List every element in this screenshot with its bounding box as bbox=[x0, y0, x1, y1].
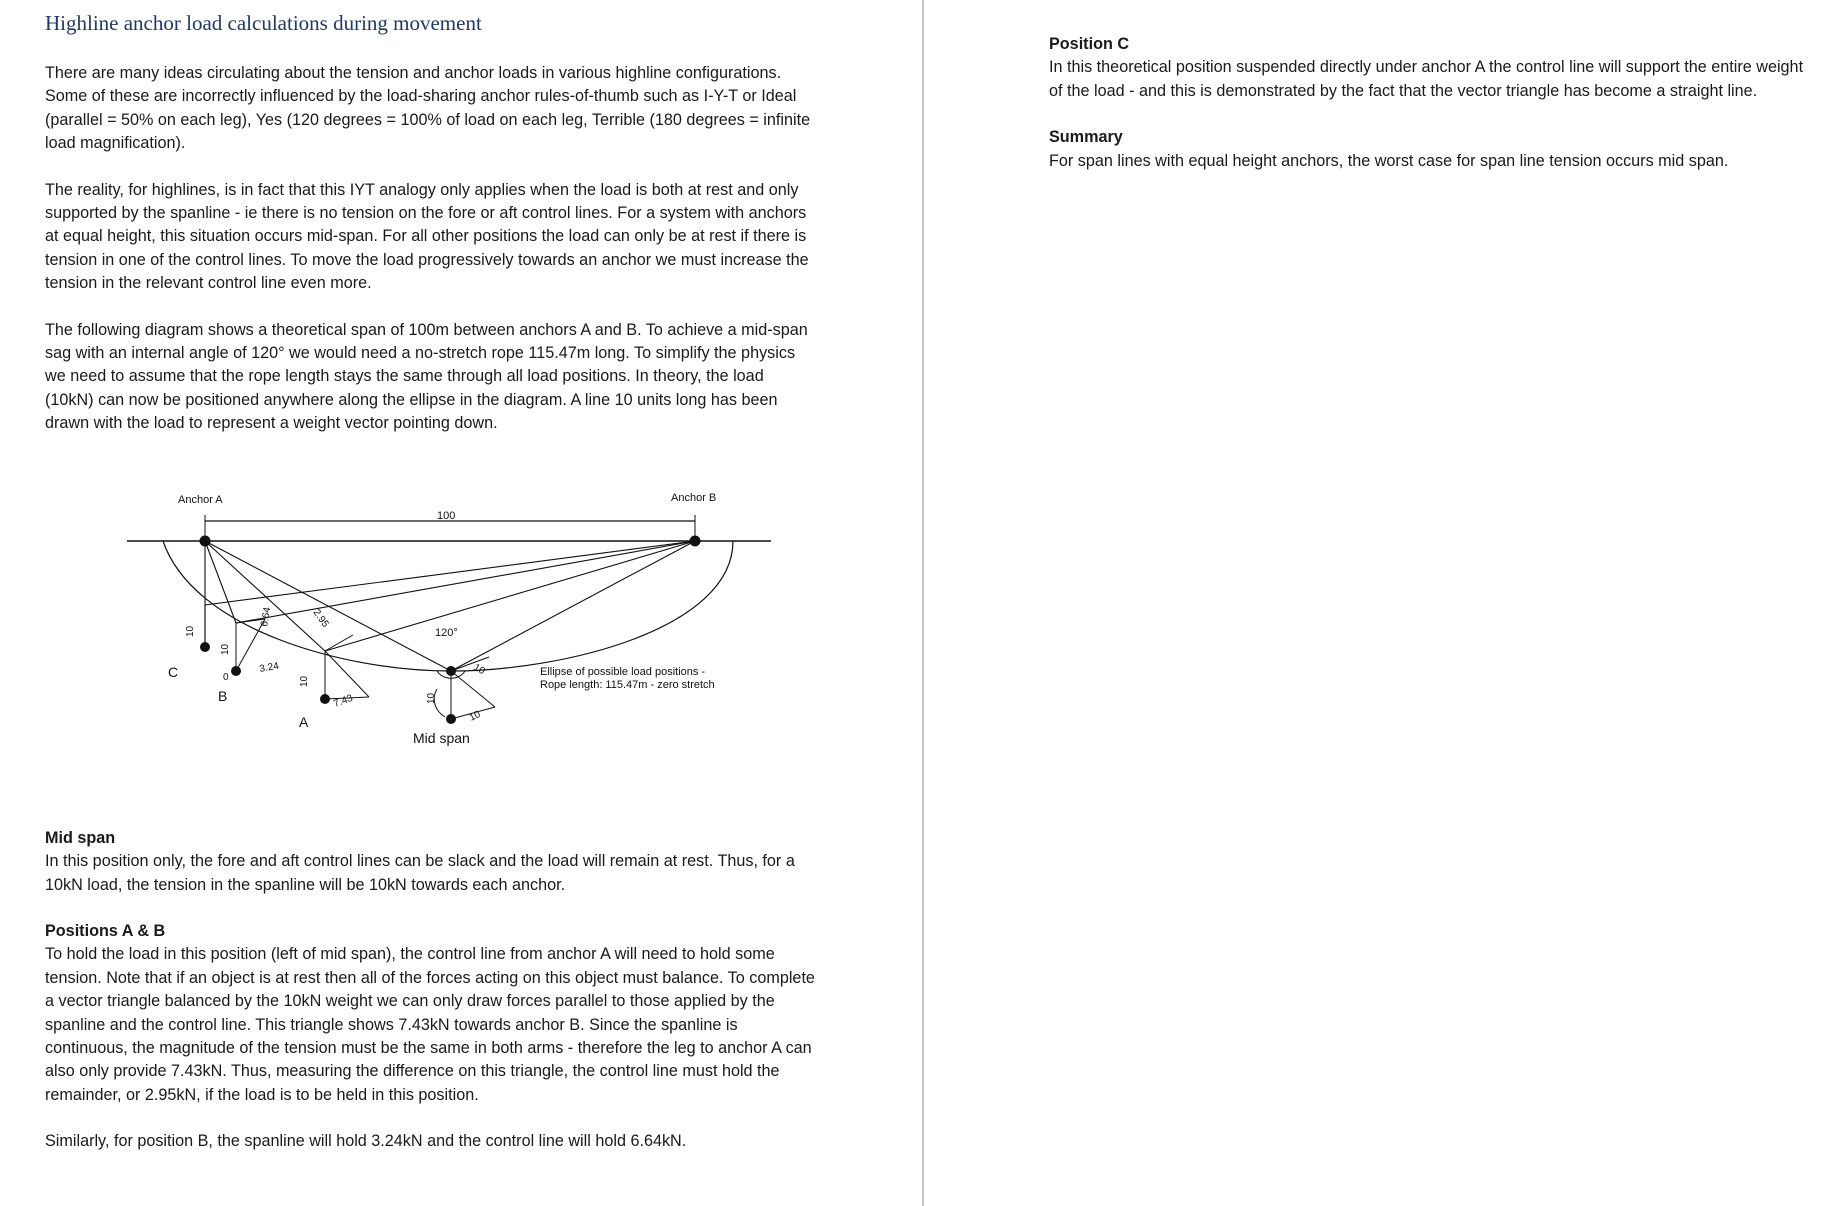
vector-b-spanline: 3.24 bbox=[258, 660, 280, 675]
vector-b-control: 6.64 bbox=[259, 606, 274, 628]
section-heading: Summary bbox=[1049, 128, 1123, 147]
load-ellipse bbox=[163, 541, 733, 671]
position-a-point bbox=[320, 694, 330, 704]
page-left bbox=[0, 0, 922, 1206]
mid-span-label: Mid span bbox=[413, 729, 470, 746]
vector-a-length: 10 bbox=[299, 675, 310, 687]
section-paragraph: Similarly, for position B, the spanline will hold 3.24kN and the control line will hold 6.64kN. bbox=[45, 1132, 687, 1151]
section-paragraph: For span lines with equal height anchors, the worst case for span line tension occurs mid span. bbox=[1049, 151, 1729, 170]
section-heading: Position C bbox=[1049, 35, 1130, 53]
position-b-label: B bbox=[218, 687, 228, 704]
section-mid-span bbox=[45, 827, 815, 897]
section-paragraph: To hold the load in this position (left of mid span), the control line from anchor A will need to hold some tension. Note that if an object is at rest then all of the forces acting on this object must balance. To complete a vector triangle balanced by the 10kN weight we can only draw forces parallel to those applied by the spanline and the control line. This triangle shows 7.43kN towards anchor B. Since the spanline is continuous, the magnitude of the tension must be the same in both arms - therefore the leg to anchor A can also only provide 7.43kN. Thus, measuring the difference on this triangle, the control line must hold the remainder, or 2.95kN, if the load is to be held in this position. bbox=[45, 945, 815, 1104]
position-a-label: A bbox=[299, 713, 309, 730]
vector-a-control: 2.95 bbox=[310, 607, 331, 630]
rope-lines bbox=[205, 541, 695, 671]
intro-paragraph-3: The following diagram shows a theoretical span of 100m between anchors A and B. To achieve a mid-span sag with an internal angle of 120° we would need a no-stretch rope 115.47m long. To simplify the physics we need to assume that the rope length stays the same through all load positions. In theory, the load (10kN) can now be positioned anywhere along the ellipse in the diagram. A line 10 units long has been drawn with the load to represent a weight vector pointing down. bbox=[45, 320, 808, 433]
vector-b-zero: 0 bbox=[223, 671, 229, 683]
vector-mid-lower: 10 bbox=[467, 708, 483, 724]
highline-diagram bbox=[43, 459, 813, 799]
left-column bbox=[45, 10, 815, 1177]
anchor-a-label: Anchor A bbox=[178, 493, 223, 506]
vector-mid-length: 10 bbox=[426, 692, 437, 704]
section-position-c bbox=[1049, 33, 1809, 103]
section-heading: Mid span bbox=[45, 828, 116, 847]
mid-span-vector-point bbox=[446, 714, 456, 724]
intro-paragraph-1: There are many ideas circulating about the tension and anchor loads in various highline configurations. Some of these are incorrectly influenced by the load-sharing anchor rules-of-thumb such as I-Y-T or Ideal (parallel = 50% on each leg), Yes (120 degrees = 100% of load on each leg, Terrible (180 degrees = infinite load magnification). bbox=[45, 64, 811, 153]
ellipse-label-line-1: Ellipse of possible load positions - bbox=[540, 665, 706, 678]
span-label: 100 bbox=[437, 509, 456, 522]
section-paragraph: In this theoretical position suspended directly under anchor A the control line will support the entire weight of the load - and this is demonstrated by the fact that the vector triangle has become a straight line. bbox=[1049, 58, 1804, 100]
section-summary bbox=[1049, 126, 1809, 173]
right-column bbox=[1049, 33, 1809, 196]
angle-label: 120° bbox=[435, 626, 458, 639]
anchor-b-label: Anchor B bbox=[671, 491, 717, 504]
anchor-b-point bbox=[690, 535, 701, 546]
mid-span-load-point bbox=[446, 666, 456, 676]
position-c-point bbox=[200, 642, 210, 652]
section-positions-a-b bbox=[45, 920, 815, 1154]
vector-mid-upper: 10 bbox=[471, 661, 487, 677]
vector-c-length: 10 bbox=[185, 625, 196, 637]
vector-b-length: 10 bbox=[220, 643, 231, 655]
position-c-label: C bbox=[168, 663, 179, 680]
anchor-a-point bbox=[200, 535, 211, 546]
vector-a-spanline: 7.43 bbox=[332, 692, 355, 710]
position-b-point bbox=[231, 666, 241, 676]
section-heading: Positions A & B bbox=[45, 921, 166, 940]
ellipse-label-line-2: Rope length: 115.47m - zero stretch bbox=[540, 678, 715, 691]
section-paragraph: In this position only, the fore and aft control lines can be slack and the load will remain at rest. Thus, for a 10kN load, the tension in the spanline will be 10kN towards each anchor. bbox=[45, 852, 795, 894]
document-title: Highline anchor load calculations during movement bbox=[45, 11, 482, 35]
intro-paragraph-2: The reality, for highlines, is in fact that this IYT analogy only applies when the load is both at rest and only supported by the spanline - ie there is no tension on the fore or aft control lines. For a system with anchors at equal height, this situation occurs mid-span. For all other positions the load can only be at rest if there is tension in one of the control lines. To move the load progressively towards an anchor we must increase the tension in the relevant control line even more. bbox=[45, 180, 809, 293]
